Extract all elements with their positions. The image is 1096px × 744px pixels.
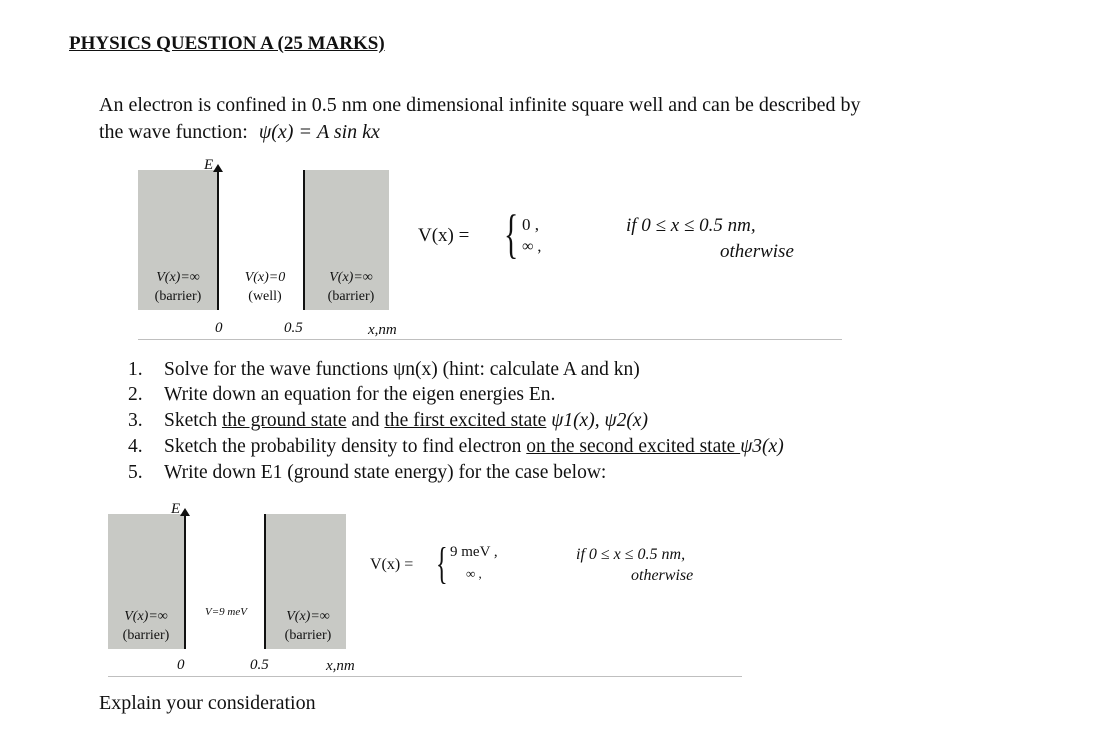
potential-1-case-1: 0 ,: [522, 215, 539, 234]
potential-2-lhs: V(x) =: [370, 556, 414, 573]
potential-1-case-2: ∞ ,: [522, 238, 542, 255]
closing-text: Explain your consideration: [99, 692, 316, 714]
page-title: PHYSICS QUESTION A (25 MARKS): [69, 33, 385, 54]
well-label-2: V=9 meV: [205, 606, 247, 618]
tick-0: 0: [215, 320, 223, 336]
divider-2: [108, 676, 742, 677]
potential-2-cond-1: if 0 ≤ x ≤ 0.5 nm,: [576, 546, 686, 563]
axis-arrow-icon: [213, 164, 223, 172]
axis-line: [217, 170, 219, 310]
x-axis-label: x,nm: [368, 322, 397, 338]
question-2: 2. Write down an equation for the eigen energies En.: [128, 384, 556, 405]
tick-0-5: 0.5: [284, 320, 303, 336]
intro-prefix: the wave function:: [99, 121, 248, 143]
intro-line-1: An electron is confined in 0.5 nm one dimensional infinite square well and can be described by: [99, 94, 861, 116]
potential-2-case-1: 9 meV ,: [450, 544, 498, 560]
potential-1-cond-2: otherwise: [720, 241, 794, 262]
barrier-left-label: V(x)=∞ (barrier): [154, 270, 202, 304]
potential-2-cond-2: otherwise: [631, 567, 694, 584]
barrier-right-label: V(x)=∞ (barrier): [327, 270, 375, 304]
question-3: 3. Sketch the ground state and the first excited state ψ1(x), ψ2(x): [128, 410, 648, 431]
potential-1-lhs: V(x) =: [418, 225, 470, 246]
barrier-left-2-label: V(x)=∞ (barrier): [122, 609, 170, 643]
wave-function: ψ(x) = A sin kx: [258, 121, 380, 143]
wall-right-2: [264, 514, 266, 649]
barrier-right-2-label: V(x)=∞ (barrier): [284, 609, 332, 643]
axis-line-2: [184, 514, 186, 649]
potential-1-cond-1: if 0 ≤ x ≤ 0.5 nm,: [626, 215, 756, 236]
axis-label-e-2: E: [171, 501, 181, 517]
question-5: 5. Write down E1 (ground state energy) for the case below:: [128, 462, 607, 483]
question-4: 4. Sketch the probability density to find electron on the second excited state ψ3(x): [128, 436, 784, 457]
potential-1: [418, 205, 848, 275]
brace-icon-2: {: [436, 539, 448, 588]
axis-label-e: E: [204, 157, 214, 173]
brace-icon: {: [504, 204, 519, 264]
diagram-2: [108, 500, 378, 680]
divider-1: [138, 339, 842, 340]
tick-0-5-2: 0.5: [250, 657, 269, 673]
question-1: 1. Solve for the wave functions ψn(x) (hint: calculate A and kn): [128, 359, 640, 380]
axis-arrow-icon-2: [180, 508, 190, 516]
well-label: V(x)=0 (well): [244, 270, 286, 304]
potential-2: [370, 540, 770, 600]
diagram-1: [138, 157, 408, 345]
x-axis-label-2: x,nm: [326, 658, 355, 674]
tick-0-2: 0: [177, 657, 185, 673]
intro-line-2: [99, 121, 380, 144]
wall-right: [303, 170, 305, 310]
potential-2-case-2: ∞ ,: [466, 566, 482, 581]
